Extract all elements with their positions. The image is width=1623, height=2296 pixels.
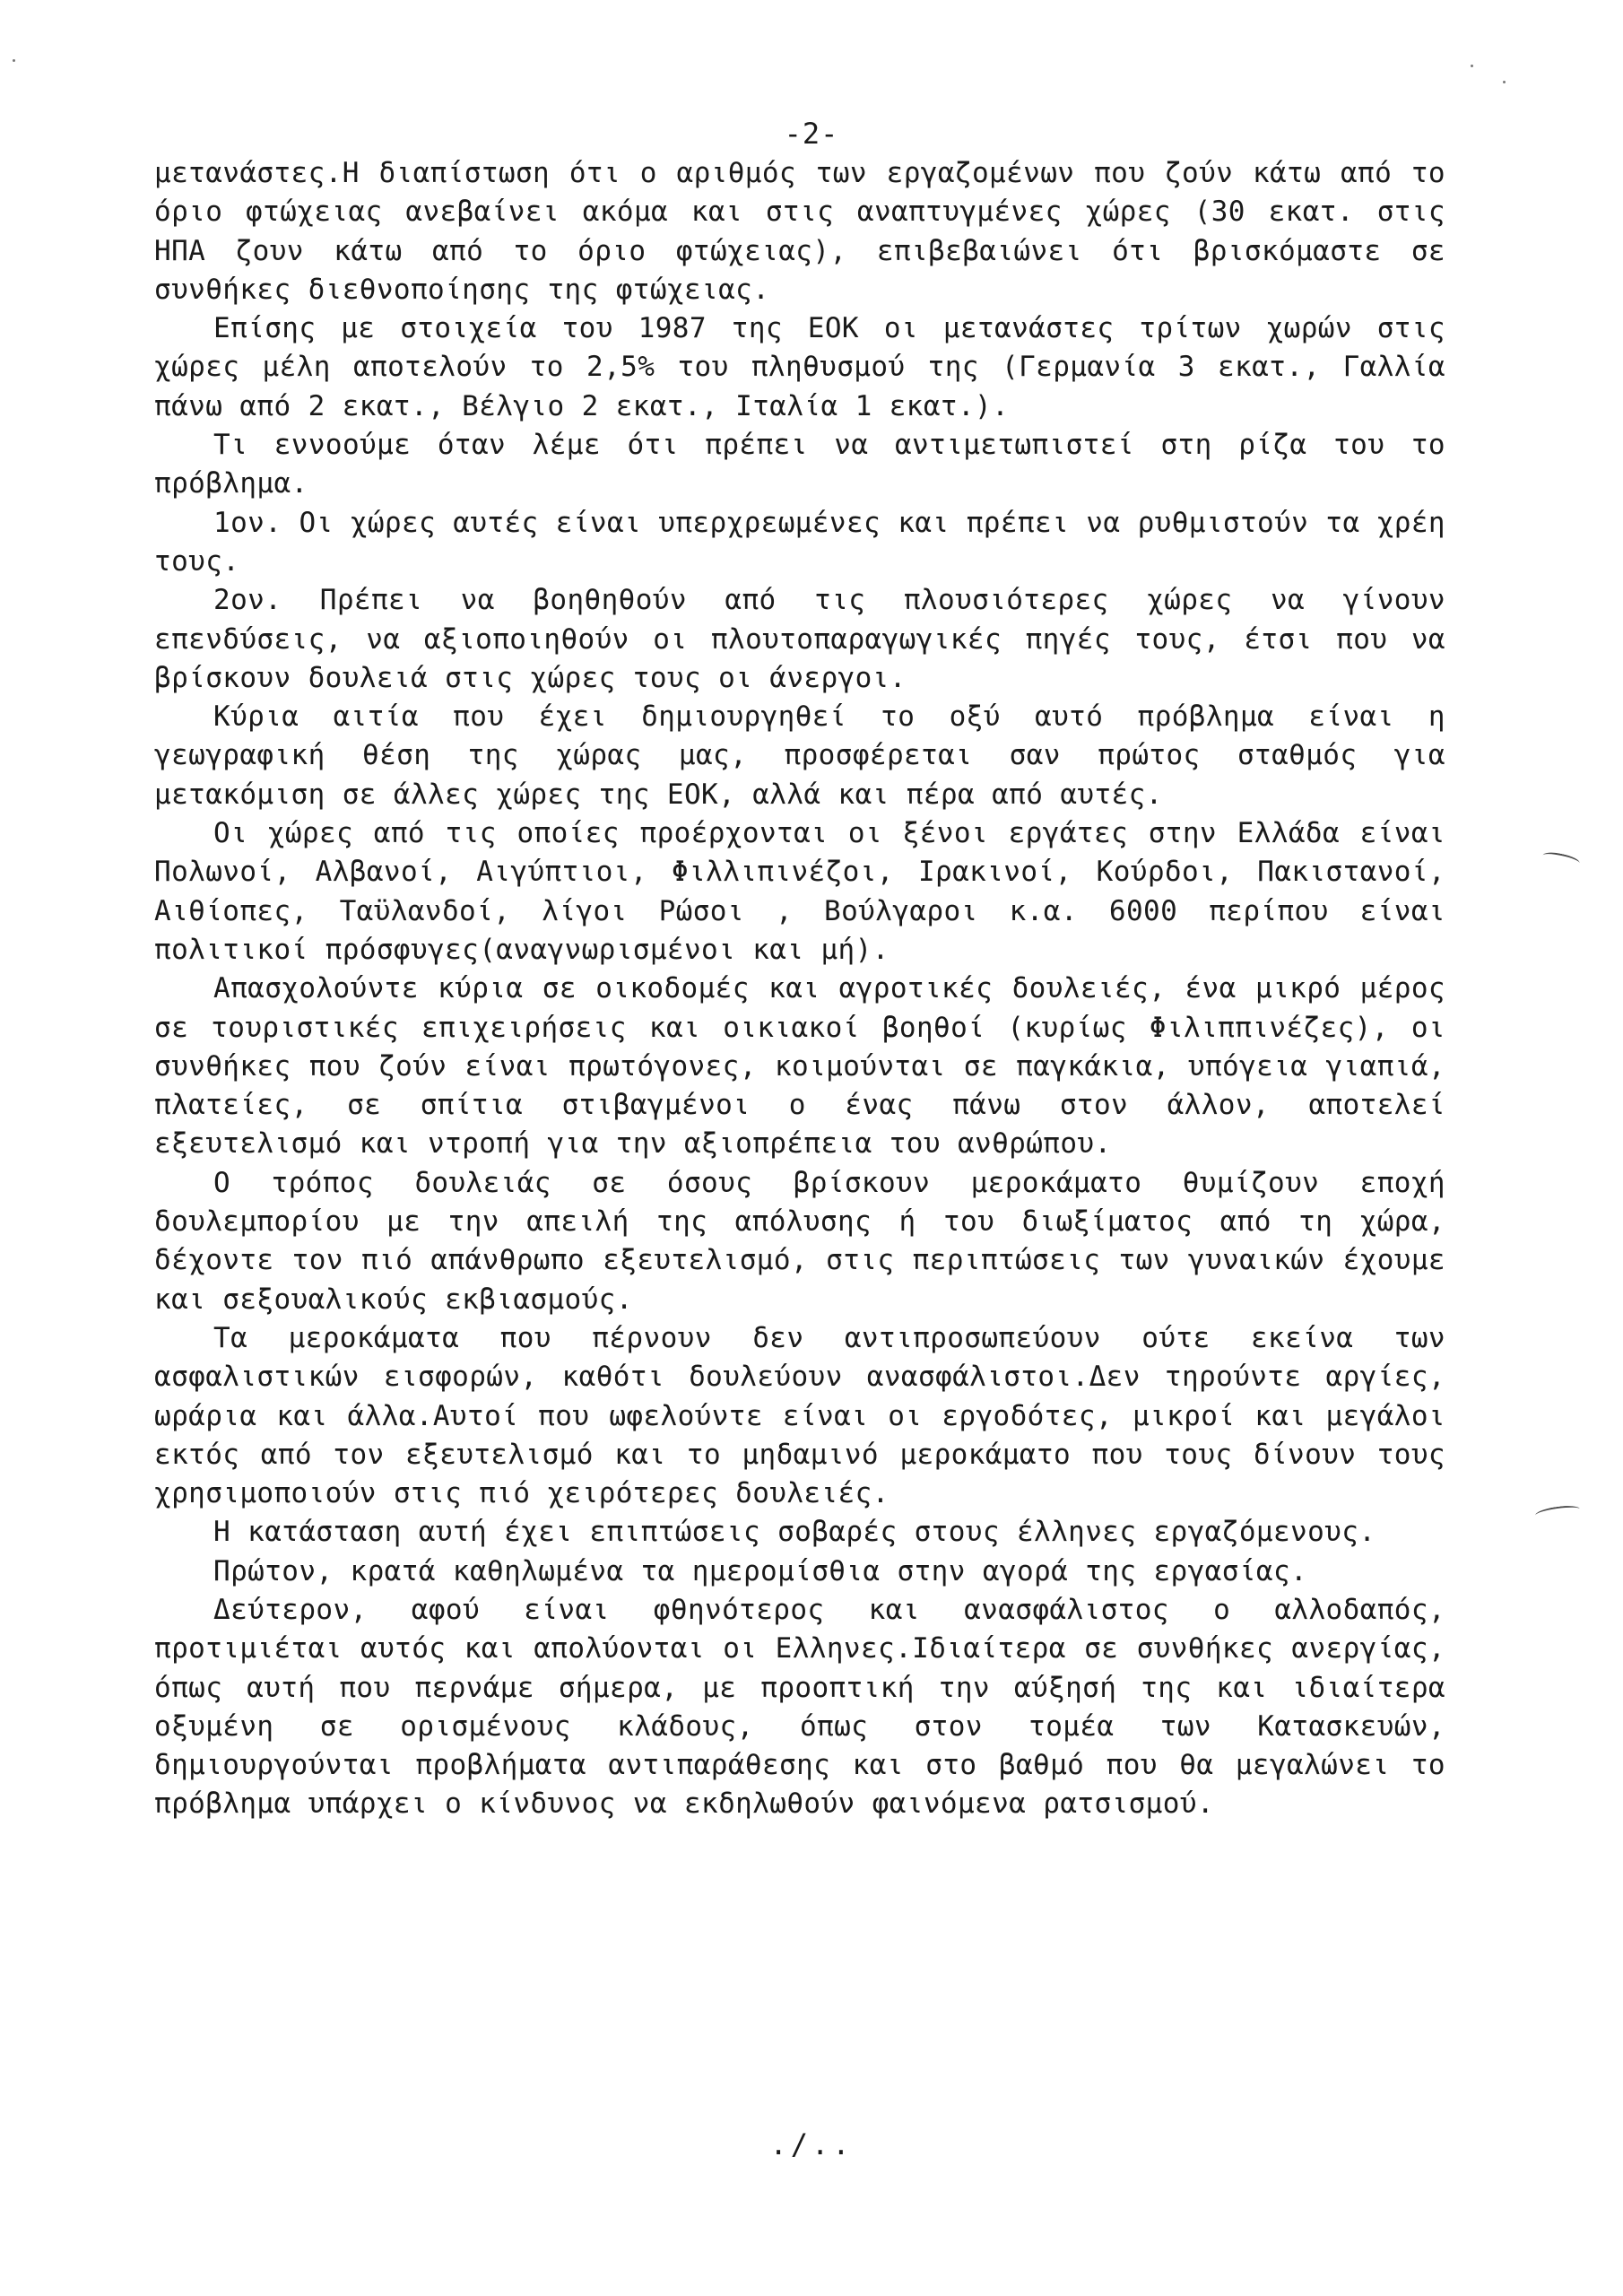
scan-speck (1471, 65, 1473, 67)
paragraph-13: Δεύτερον, αφού είναι φθηνότερος και ανασφάλιστος ο αλλοδαπός, προτιμιέται αυτός και απολύονται οι Ελληνες.Ιδιαίτερα σε συνθήκες ανεργίας, όπως αυτή που περνάμε σήμερα, με προοπτική την αύξησή της και ιδιαίτερα οξυμένη σε ορισμένους κλάδους, όπως στον τομέα των Κατασκευών, δημιουργούνται προβλήματα αντιπαράθεσης και στο βαθμό που θα μεγαλώνει το πρόβλημα υπάρχει ο κίνδυνος να εκδηλωθούν φαινόμενα ρατσισμού. (154, 1593, 1445, 1821)
paragraph-8: Απασχολούντε κύρια σε οικοδομές και αγροτικές δουλειές, ένα μικρό μέρος σε τουριστικές επιχειρήσεις και οικιακοί βοηθοί (κυρίως Φιλιππινέζες), οι συνθήκες που ζούν είναι πρωτόγονες, κοιμούνται σε παγκάκια, υπόγεια γιαπιά, πλατείες, σε σπίτια στιβαγμένοι ο ένας πάνω στον άλλον, αποτελεί εξευτελισμό και ντροπή για την αξιοπρέπεια του ανθρώπου. (154, 972, 1445, 1161)
margin-pen-mark (1534, 1504, 1580, 1521)
paragraph-10: Τα μεροκάματα που πέρνουν δεν αντιπροσωπεύουν ούτε εκείνα των ασφαλιστικών εισφορών, καθότι δουλεύουν ανασφάλιστοι.Δεν τηρούντε αργίες, ωράρια και άλλα.Αυτοί που ωφελούντε είναι οι εργοδότες, μικροί και μεγάλοι εκτός από τον εξευτελισμό και το μηδαμινό μεροκάματο που τους δίνουν τους χρησιμοποιούν στις πιό χειρότερες δουλειές. (154, 1321, 1445, 1510)
document-body (154, 154, 1445, 1824)
paragraph-2: Επίσης με στοιχεία του 1987 της ΕΟΚ οι μετανάστες τρίτων χωρών στις χώρες μέλη αποτελούν το 2,5% του πληθυσμού της (Γερμανία 3 εκατ., Γαλλία πάνω από 2 εκατ., Βέλγιο 2 εκατ., Ιταλία 1 εκατ.). (154, 312, 1445, 422)
paragraph-1: μετανάστες.Η διαπίστωση ότι ο αριθμός των εργαζομένων που ζούν κάτω από το όριο φτώχειας ανεβαίνει ακόμα και στις αναπτυγμένες χώρες (30 εκατ. στις ΗΠΑ ζουν κάτω από το όριο φτώχειας), επιβεβαιώνει ότι βρισκόμαστε σε συνθήκες διεθνοποίησης της φτώχειας. (154, 157, 1445, 306)
paragraph-12: Πρώτον, κρατά καθηλωμένα τα ημερομίσθια στην αγορά της εργασίας. (213, 1554, 1308, 1587)
paragraph-3: Τι εννοούμε όταν λέμε ότι πρέπει να αντιμετωπιστεί στη ρίζα του το πρόβλημα. (154, 429, 1445, 500)
continuation-mark: ./.. (769, 2127, 854, 2161)
paragraph-11: Η κατάσταση αυτή έχει επιπτώσεις σοβαρές στους έλληνες εργαζόμενους. (213, 1516, 1376, 1549)
margin-pen-mark (1541, 850, 1581, 868)
paragraph-7: Οι χώρες από τις οποίες προέρχονται οι ξένοι εργάτες στην Ελλάδα είναι Πολωνοί, Αλβανοί, Αιγύπτιοι, Φιλλιπινέζοι, Ιρακινοί, Κούρδοι, Πακιστανοί, Αιθίοπες, Ταϋλανδοί, λίγοι Ρώσοι , Βούλγαροι κ.α. 6000 περίπου είναι πολιτικοί πρόσφυγες(αναγνωρισμένοι και μή). (154, 817, 1445, 966)
paragraph-5: 2ον. Πρέπει να βοηθηθούν από τις πλουσιότερες χώρες να γίνουν επενδύσεις, να αξιοποιηθούν οι πλουτοπαραγωγικές πηγές τους, έτσι που να βρίσκουν δουλειά στις χώρες τους οι άνεργοι. (154, 584, 1445, 694)
paragraph-9: Ο τρόπος δουλειάς σε όσους βρίσκουν μεροκάματο θυμίζουν εποχή δουλεμπορίου με την απειλή της απόλυσης ή του διωξίματος από τη χώρα, δέχοντε τον πιό απάνθρωπο εξευτελισμό, στις περιπτώσεις των γυναικών έχουμε και σεξουαλικούς εκβιασμούς. (154, 1166, 1445, 1316)
scan-speck (13, 59, 15, 62)
paragraph-6: Κύρια αιτία που έχει δημιουργηθεί το οξύ αυτό πρόβλημα είναι η γεωγραφική θέση της χώρας μας, προσφέρεται σαν πρώτος σταθμός για μετακόμιση σε άλλες χώρες της ΕΟΚ, αλλά και πέρα από αυτές. (154, 700, 1445, 811)
paragraph-4: 1ον. Οι χώρες αυτές είναι υπερχρεωμένες και πρέπει να ρυθμιστούν τα χρέη τους. (154, 506, 1445, 578)
scan-speck (1503, 81, 1506, 83)
page-number: -2- (784, 117, 839, 151)
